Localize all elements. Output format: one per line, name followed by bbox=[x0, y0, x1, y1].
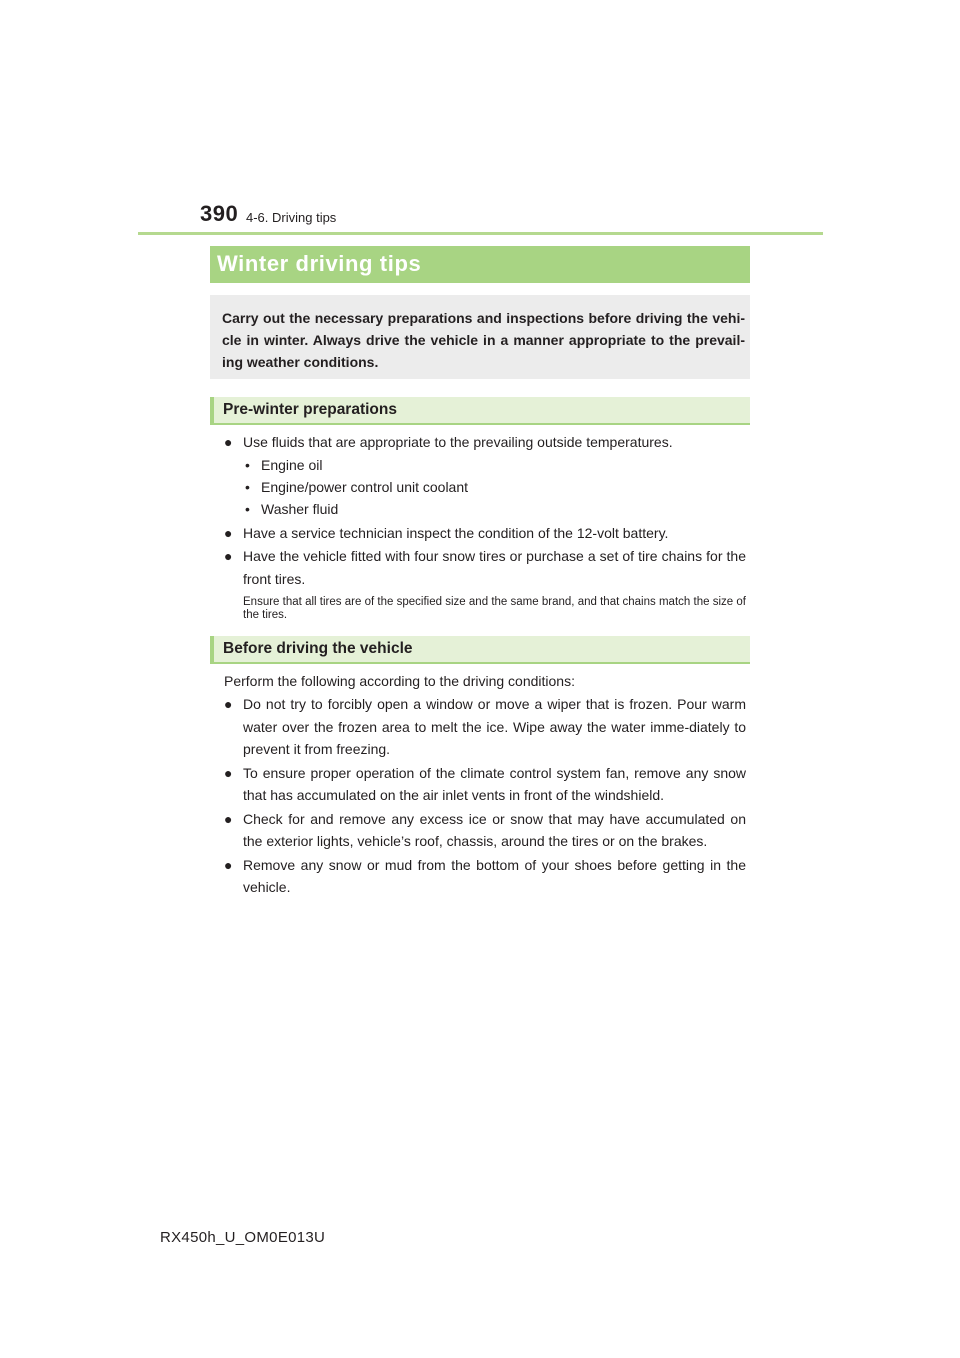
bullet-icon: ● bbox=[224, 548, 233, 564]
sub-bullet-icon: • bbox=[245, 500, 250, 517]
bullet-text: Have the vehicle fitted with four snow tires or purchase a set of tire chains for the front tires. bbox=[243, 548, 746, 587]
list-item bbox=[224, 545, 746, 590]
subhead-before-driving-label: Before driving the vehicle bbox=[223, 640, 413, 657]
before-driving-content bbox=[224, 670, 746, 899]
sub-bullet-icon: • bbox=[245, 478, 250, 495]
chapter-title: 4-6. Driving tips bbox=[246, 210, 337, 225]
bullet-icon: ● bbox=[224, 856, 233, 873]
sub-item-text: Washer fluid bbox=[261, 500, 339, 517]
subhead-pre-winter-label: Pre-winter preparations bbox=[223, 401, 397, 418]
bullet-icon: ● bbox=[224, 764, 233, 781]
list-item bbox=[224, 476, 746, 498]
footer-code: RX450h_U_OM0E013U bbox=[160, 1229, 326, 1246]
intro-box bbox=[210, 295, 750, 379]
list-item bbox=[224, 693, 746, 761]
bullet-text: To ensure proper operation of the climate control system fan, remove any snow that has accumulated on the air inlet vents in front of the windshield. bbox=[243, 764, 746, 803]
bullet-text: Do not try to forcibly open a window or move a wiper that is frozen. Pour warm water over the frozen area to melt the ice. Wipe away the water imme-diately to prevent it from freezing. bbox=[243, 696, 746, 757]
page-number: 390 bbox=[200, 201, 239, 226]
list-item bbox=[224, 498, 746, 520]
bullet-icon: ● bbox=[224, 524, 233, 541]
list-item bbox=[224, 854, 746, 899]
list-item bbox=[224, 808, 746, 853]
bullet-icon: ● bbox=[224, 696, 233, 712]
subhead-pre-winter bbox=[210, 397, 750, 425]
bullet-text: Use fluids that are appropriate to the prevailing outside temperatures. bbox=[243, 434, 673, 450]
sub-bullet-icon: • bbox=[245, 456, 250, 473]
tire-note: Ensure that all tires are of the specified size and the same brand, and that chains match the size of the tires. bbox=[243, 596, 746, 621]
list-item bbox=[224, 454, 746, 476]
intro-text: Carry out the necessary preparations and inspections before driving the vehi-cle in winter. Always drive the vehicle in a manner appropriate to the prevail-ing weather conditions. bbox=[222, 310, 745, 370]
sub-item-text: Engine oil bbox=[261, 456, 323, 473]
list-item bbox=[224, 522, 746, 545]
section-title: Winter driving tips bbox=[217, 251, 422, 276]
header-rule bbox=[138, 232, 823, 235]
bullet-icon: ● bbox=[224, 810, 233, 827]
lead-text: Perform the following according to the driving conditions: bbox=[224, 673, 575, 689]
subhead-before-driving bbox=[210, 636, 750, 664]
pre-winter-content bbox=[224, 431, 746, 622]
bullet-text: Remove any snow or mud from the bottom of your shoes before getting in the vehicle. bbox=[243, 856, 746, 895]
bullet-text: Have a service technician inspect the condition of the 12-volt battery. bbox=[243, 524, 669, 541]
bullet-icon: ● bbox=[224, 434, 233, 450]
section-banner bbox=[210, 246, 750, 283]
bullet-text: Check for and remove any excess ice or snow that may have accumulated on the exterior lights, vehicle’s roof, chassis, around the tires or on the brakes. bbox=[243, 810, 746, 849]
list-item bbox=[224, 762, 746, 807]
sub-item-text: Engine/power control unit coolant bbox=[261, 478, 469, 495]
list-item bbox=[224, 431, 746, 454]
